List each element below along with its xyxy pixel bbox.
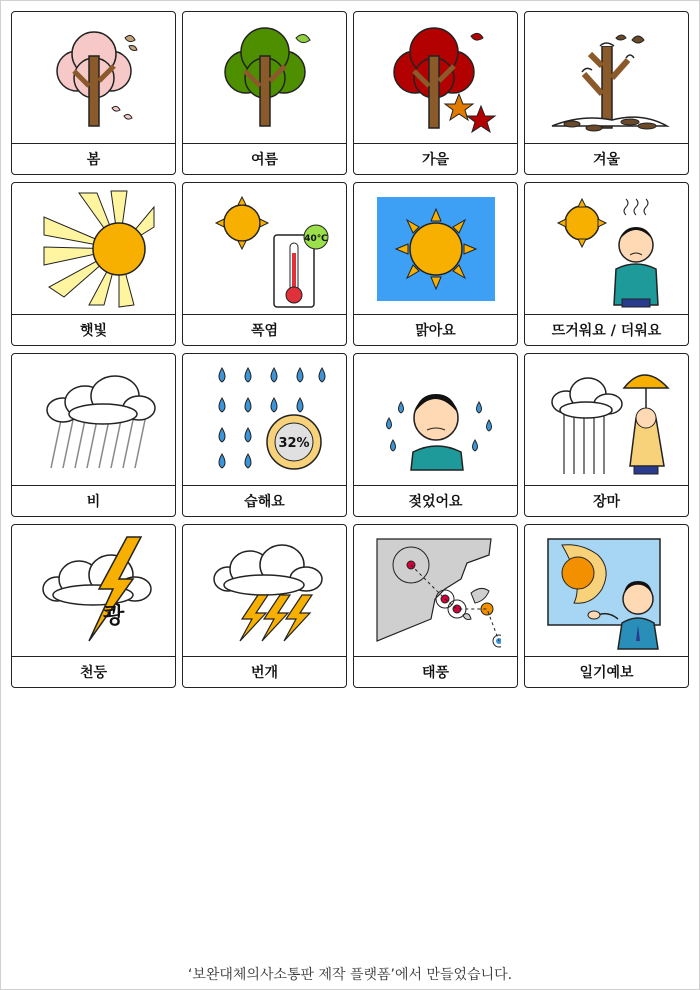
card-picture bbox=[525, 354, 688, 486]
card-picture bbox=[525, 12, 688, 144]
heatwave-thermometer-icon bbox=[200, 187, 330, 311]
autumn-tree-icon bbox=[371, 16, 501, 140]
spring-tree-icon bbox=[29, 16, 159, 140]
card-picture bbox=[354, 183, 517, 315]
card-autumn[interactable] bbox=[353, 11, 518, 175]
card-lightning[interactable] bbox=[182, 524, 347, 688]
card-humid[interactable] bbox=[182, 353, 347, 517]
card-label: 햇빛 bbox=[79, 323, 108, 339]
hot-person-icon bbox=[542, 187, 672, 311]
footer-note: ‘보완대체의사소통판 제작 플랫폼’에서 만들었습니다. bbox=[187, 967, 513, 983]
sunlight-icon bbox=[29, 187, 159, 311]
card-label: 비 bbox=[86, 494, 101, 510]
weather-forecaster-icon bbox=[542, 529, 672, 653]
card-label: 장마 bbox=[592, 494, 621, 510]
card-picture bbox=[12, 183, 175, 315]
card-picture bbox=[183, 525, 346, 657]
card-picture bbox=[12, 525, 175, 657]
card-picture bbox=[525, 183, 688, 315]
card-thunder[interactable] bbox=[11, 524, 176, 688]
card-monsoon[interactable] bbox=[524, 353, 689, 517]
card-label: 맑아요 bbox=[415, 323, 456, 339]
heatwave-thermometer-badge: 40℃ bbox=[303, 233, 328, 244]
card-picture bbox=[525, 525, 688, 657]
card-picture bbox=[354, 354, 517, 486]
card-picture bbox=[354, 525, 517, 657]
card-label: 태풍 bbox=[421, 665, 450, 681]
card-label: 번개 bbox=[250, 665, 279, 681]
card-label: 겨울 bbox=[592, 152, 621, 168]
card-label: 여름 bbox=[250, 152, 279, 168]
card-picture bbox=[183, 183, 346, 315]
card-wet[interactable] bbox=[353, 353, 518, 517]
card-picture bbox=[183, 354, 346, 486]
svg-text:쾅: 쾅 bbox=[102, 603, 124, 629]
card-label: 젖었어요 bbox=[408, 494, 463, 510]
card-forecast[interactable] bbox=[524, 524, 689, 688]
card-label: 뜨거워요 / 더워요 bbox=[551, 323, 662, 339]
card-label: 일기예보 bbox=[579, 665, 634, 681]
humidity-drops-icon bbox=[200, 358, 330, 482]
card-label: 봄 bbox=[86, 152, 101, 168]
rain-cloud-icon bbox=[29, 358, 159, 482]
humidity-drops-badge: 32% bbox=[277, 435, 310, 451]
card-summer[interactable] bbox=[182, 11, 347, 175]
wet-person-icon bbox=[371, 358, 501, 482]
card-label: 습해요 bbox=[244, 494, 285, 510]
card-clear[interactable] bbox=[353, 182, 518, 346]
monsoon-umbrella-icon bbox=[542, 358, 672, 482]
lightning-cloud-icon bbox=[200, 529, 330, 653]
card-spring[interactable] bbox=[11, 11, 176, 175]
card-picture bbox=[183, 12, 346, 144]
card-picture bbox=[12, 12, 175, 144]
card-label: 천둥 bbox=[79, 665, 108, 681]
card-rain[interactable] bbox=[11, 353, 176, 517]
card-sunlight[interactable] bbox=[11, 182, 176, 346]
card-typhoon[interactable] bbox=[353, 524, 518, 688]
thunder-cloud-icon bbox=[29, 529, 159, 653]
typhoon-map-icon bbox=[371, 529, 501, 653]
card-winter[interactable] bbox=[524, 11, 689, 175]
card-label: 폭염 bbox=[250, 323, 279, 339]
aac-board-grid bbox=[11, 11, 689, 688]
card-picture bbox=[12, 354, 175, 486]
winter-tree-icon bbox=[542, 16, 672, 140]
clear-sky-sun-icon bbox=[371, 187, 501, 311]
card-hot[interactable] bbox=[524, 182, 689, 346]
card-label: 가을 bbox=[421, 152, 450, 168]
card-heatwave[interactable] bbox=[182, 182, 347, 346]
card-picture bbox=[354, 12, 517, 144]
summer-tree-icon bbox=[200, 16, 330, 140]
